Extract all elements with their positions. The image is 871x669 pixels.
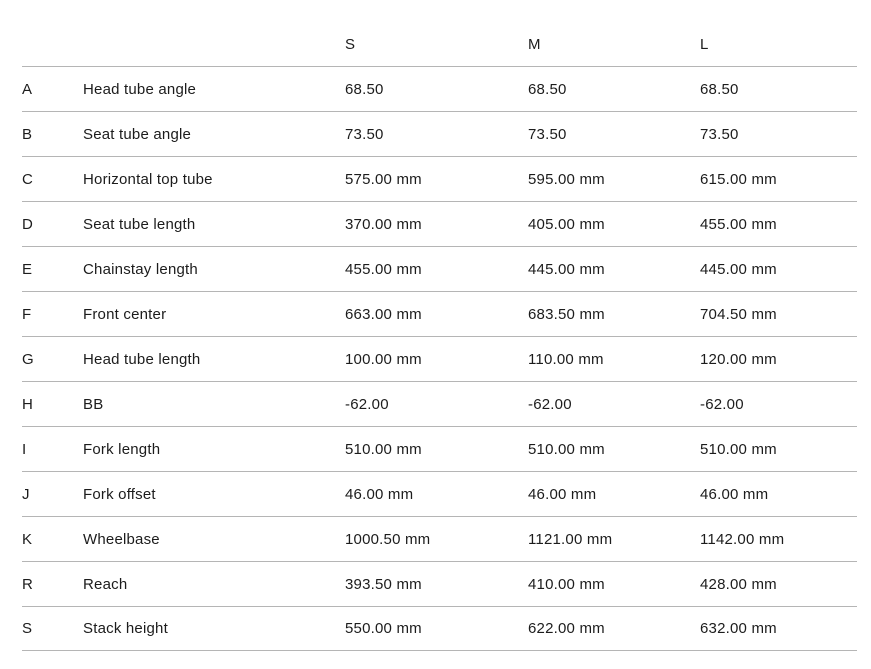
row-label: Fork offset: [83, 485, 156, 503]
row-value: 510.00 mm: [528, 440, 605, 458]
row-value: 410.00 mm: [528, 575, 605, 593]
row-label: Head tube angle: [83, 80, 197, 98]
row-label: Fork length: [83, 440, 161, 458]
row-value: 595.00 mm: [528, 170, 605, 188]
row-value: 68.50: [345, 80, 384, 98]
row-value: 370.00 mm: [345, 215, 422, 233]
row-label: Chainstay length: [83, 260, 198, 278]
row-letter: K: [22, 530, 33, 548]
row-value: 68.50: [700, 80, 739, 98]
row-letter: E: [22, 260, 33, 278]
table-row: [22, 246, 857, 291]
row-label: Seat tube angle: [83, 125, 192, 143]
row-value: 455.00 mm: [700, 215, 777, 233]
column-header-size-s: S: [345, 36, 356, 53]
row-value: 550.00 mm: [345, 620, 422, 637]
row-value: 68.50: [528, 80, 567, 98]
geometry-table-body: [0, 66, 871, 651]
row-letter: J: [22, 485, 30, 503]
row-value: 683.50 mm: [528, 305, 605, 323]
row-label: Front center: [83, 305, 167, 323]
row-value: 575.00 mm: [345, 170, 422, 188]
table-row: [22, 336, 857, 381]
row-value: 73.50: [700, 125, 739, 143]
row-value: 393.50 mm: [345, 575, 422, 593]
row-value: 445.00 mm: [700, 260, 777, 278]
row-value: 622.00 mm: [528, 620, 605, 637]
row-label: Stack height: [83, 620, 168, 637]
table-row: [22, 426, 857, 471]
row-value: 405.00 mm: [528, 215, 605, 233]
table-row: [22, 471, 857, 516]
row-value: 73.50: [345, 125, 384, 143]
row-value: 100.00 mm: [345, 350, 422, 368]
row-value: 73.50: [528, 125, 567, 143]
row-letter: G: [22, 350, 34, 368]
table-row: [22, 516, 857, 561]
row-value: 615.00 mm: [700, 170, 777, 188]
row-value: 46.00 mm: [700, 485, 769, 503]
row-letter: S: [22, 620, 33, 637]
row-label: Reach: [83, 575, 128, 593]
row-letter: D: [22, 215, 34, 233]
table-header-row: [22, 0, 857, 66]
row-value: 445.00 mm: [528, 260, 605, 278]
row-label: Seat tube length: [83, 215, 196, 233]
row-value: 510.00 mm: [345, 440, 422, 458]
table-row: [22, 381, 857, 426]
row-letter: C: [22, 170, 34, 188]
table-row: [22, 111, 857, 156]
row-letter: F: [22, 305, 32, 323]
row-value: -62.00: [528, 395, 572, 413]
row-value: 632.00 mm: [700, 620, 777, 637]
table-row: [22, 156, 857, 201]
row-label: Head tube length: [83, 350, 201, 368]
row-value: 455.00 mm: [345, 260, 422, 278]
row-letter: R: [22, 575, 34, 593]
row-value: 120.00 mm: [700, 350, 777, 368]
row-value: 1000.50 mm: [345, 530, 431, 548]
row-value: 46.00 mm: [345, 485, 414, 503]
row-value: -62.00: [700, 395, 744, 413]
row-value: -62.00: [345, 395, 389, 413]
row-label: BB: [83, 395, 104, 413]
row-label: Horizontal top tube: [83, 170, 213, 188]
row-letter: H: [22, 395, 34, 413]
row-letter: I: [22, 440, 27, 458]
row-value: 663.00 mm: [345, 305, 422, 323]
row-value: 704.50 mm: [700, 305, 777, 323]
table-row: [22, 66, 857, 111]
row-value: 510.00 mm: [700, 440, 777, 458]
table-row: [22, 291, 857, 336]
row-value: 1142.00 mm: [700, 530, 785, 548]
table-row: [22, 201, 857, 246]
column-header-size-l: L: [700, 36, 709, 53]
row-letter: B: [22, 125, 33, 143]
row-letter: A: [22, 80, 33, 98]
row-value: 428.00 mm: [700, 575, 777, 593]
row-value: 110.00 mm: [528, 350, 604, 368]
row-value: 46.00 mm: [528, 485, 597, 503]
table-row: [22, 561, 857, 606]
row-label: Wheelbase: [83, 530, 160, 548]
row-value: 1121.00 mm: [528, 530, 613, 548]
table-row: [22, 606, 857, 651]
column-header-size-m: M: [528, 36, 541, 53]
